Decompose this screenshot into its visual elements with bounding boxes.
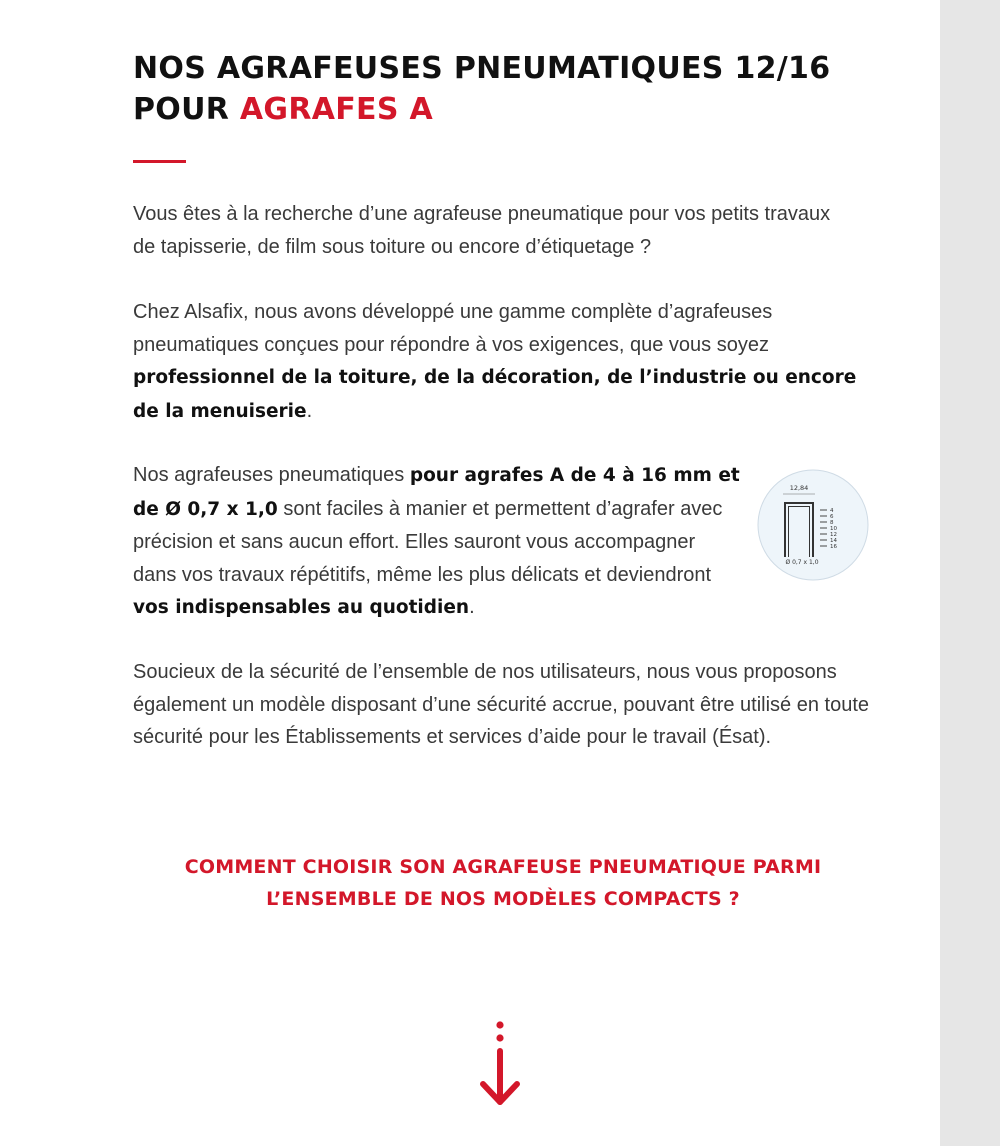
staples-bold-indispensable: vos indispensables au quotidien [133, 597, 470, 618]
staples-text-2: sont faciles à manier et permettent d’agrafer avec précision et sans aucun effort. Elles sauront vous accompagner dans vos travaux répétitifs, même les plus délicats et deviendront [133, 497, 723, 586]
title-line-2-prefix: POUR [133, 92, 240, 127]
diagram-scale-label: 10 [830, 526, 837, 532]
diagram-width-label: 12,84 [789, 484, 809, 492]
diagram-scale-label: 16 [830, 544, 837, 550]
staples-bold-spec: pour agrafes A de 4 à 16 mm et de Ø 0,7 x 1,0 [133, 465, 740, 520]
cta-line-2: L’ENSEMBLE DE NOS MODÈLES COMPACTS ? [266, 888, 740, 910]
staple-dimension-diagram [757, 469, 869, 581]
title-line-2-accent: AGRAFES A [239, 92, 434, 127]
dotted-arrow-down-icon[interactable] [478, 1018, 522, 1110]
diagram-scale-label: 8 [830, 520, 834, 526]
diagram-scale-label: 12 [830, 532, 837, 538]
range-text-2: . [306, 399, 313, 422]
title-line-1: NOS AGRAFEUSES PNEUMATIQUES 12/16 [133, 51, 831, 86]
diagram-scale-label: 14 [830, 538, 837, 544]
diagram-scale-label: 6 [830, 514, 834, 520]
range-bold-text: professionnel de la toiture, de la décoration, de l’industrie ou encore de la menuiserie [133, 367, 857, 422]
safety-paragraph: Soucieux de la sécurité de l’ensemble de nos utilisateurs, nous vous proposons également un modèle disposant d’une sécurité accrue, pouvant être utilisé en toute sécurité pour les Établissements et services d’aide pour le travail (Ésat). [133, 661, 870, 748]
right-side-strip [940, 0, 1000, 1146]
range-paragraph [133, 296, 873, 428]
staples-text-3: . [469, 596, 475, 618]
title-underline-divider [133, 160, 186, 163]
range-text-1: Chez Alsafix, nous avons développé une gamme complète d’agrafeuses pneumatiques conçues pour répondre à vos exigences, que vous soyez [133, 301, 773, 356]
diagram-wire-label: Ø 0,7 x 1,0 [785, 559, 819, 566]
staples-text-1: Nos agrafeuses pneumatiques [133, 464, 410, 486]
choose-model-heading[interactable] [133, 851, 873, 915]
cta-line-1: COMMENT CHOISIR SON AGRAFEUSE PNEUMATIQUE PARMI [184, 856, 822, 878]
diagram-scale-label: 4 [830, 508, 834, 514]
staples-paragraph [133, 459, 743, 625]
intro-paragraph: Vous êtes à la recherche d’une agrafeuse pneumatique pour vos petits travaux de tapisserie, de film sous toiture ou encore d’étiquetage ? [133, 203, 831, 258]
page-title [133, 48, 830, 130]
